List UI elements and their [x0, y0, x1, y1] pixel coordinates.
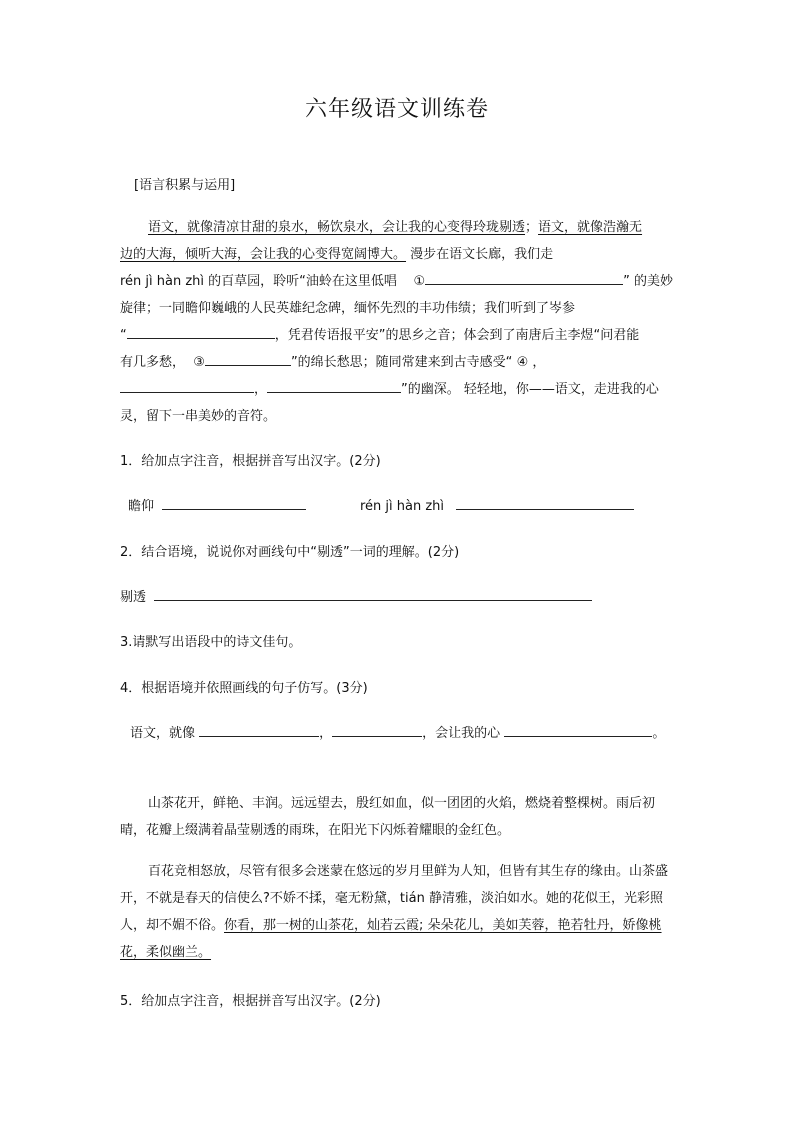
q1-word: 瞻仰 [128, 499, 155, 514]
blank-marker-4: ④ [516, 355, 529, 370]
passage-text: ”的幽深。 轻轻地，你——语文，走进我的心 [401, 382, 659, 397]
section-heading: [语言积累与运用] [134, 178, 236, 193]
passage-text: 漫步在语文长廊，我们走 [406, 247, 554, 262]
page-title: 六年级语文训练卷 [304, 97, 489, 122]
q1-blank-2[interactable] [456, 495, 634, 510]
question-2-answer-row [120, 586, 592, 605]
passage-2-text: 百花竞相怒放，尽管有很多会迷蒙在悠远的岁月里鲜为人知，但皆有其生存的缘由。山茶盛开，不就是春天的信使么?不娇不揉，毫无粉黛，tián 静清雅，淡泊如水。她的花似王，光彩照人，却不媚不俗。 [120, 864, 669, 933]
q4-comma: ， [319, 726, 333, 741]
q1-pinyin: rén jì hàn zhì [360, 499, 445, 514]
q2-word: 剔透 [120, 590, 147, 605]
passage-2-paragraph-1: 山茶花开，鲜艳、丰润。远远望去，殷红如血，似一团团的火焰，燃烧着整棵树。雨后初晴，花瓣上缀满着晶莹剔透的雨珠，在阳光下闪烁着耀眼的金红色。 [120, 796, 656, 838]
question-5: 5．给加点字注音，根据拼音写出汉字。(2分) [120, 994, 381, 1009]
passage-1-line-8 [120, 403, 680, 430]
blank-marker-3: ③ [193, 355, 205, 370]
passage-1-line-5 [120, 322, 680, 349]
underlined-sentence-1: 语文，就像清凉甘甜的泉水，畅饮泉水，会让我的心变得玲珑剔透 [148, 220, 526, 235]
underlined-sentence-2a: 语文，就像浩瀚无 [538, 220, 643, 235]
question-3: 3.请默写出语段中的诗文佳句。 [120, 635, 302, 650]
passage-1-line-1 [120, 214, 680, 241]
passage-text: “ [120, 328, 127, 343]
blank-marker-1: ① [413, 274, 426, 289]
question-1-answer-row [128, 495, 306, 514]
passage-text: 的百草园，聆听“油蛉在这里低唱 [204, 274, 397, 289]
q4-prefix: 语文，就像 [130, 726, 196, 741]
q4-mid: ，会让我的心 [422, 726, 501, 741]
blank-1[interactable] [425, 270, 623, 285]
blank-3[interactable] [205, 351, 291, 366]
passage-text: 灵，留下一串美妙的音符。 [120, 409, 277, 424]
passage-text: ，凭君传语报平安”的思乡之音；体会到了南唐后主李煜“问君能 [274, 328, 640, 343]
passage-text: ， [254, 382, 268, 397]
passage-1 [120, 214, 680, 430]
passage-text: ” 的美妙 [623, 274, 673, 289]
passage-text: ， [532, 355, 546, 370]
pinyin-text: rén jì hàn zhì [120, 274, 205, 289]
question-1-answer-row-2 [360, 495, 634, 514]
passage-1-line-7 [120, 376, 680, 403]
passage-1-line-4 [120, 295, 680, 322]
blank-2[interactable] [127, 324, 275, 339]
blank-4a[interactable] [120, 378, 254, 393]
question-4: 4．根据语境并依照画线的句子仿写。(3分) [120, 681, 368, 696]
question-1: 1．给加点字注音，根据拼音写出汉字。(2分) [120, 454, 381, 469]
underlined-sentence-2b: 边的大海，倾听大海，会让我的心变得宽阔博大。 [120, 247, 407, 262]
q2-blank[interactable] [154, 586, 592, 601]
passage-1-line-6 [120, 349, 680, 376]
q4-blank-3[interactable] [504, 722, 652, 737]
passage-text: ”的绵长愁思；随同常建来到古寺感受“ [290, 355, 513, 370]
blank-4b[interactable] [267, 378, 401, 393]
q4-blank-2[interactable] [332, 722, 422, 737]
passage-1-line-2 [120, 241, 680, 268]
q1-blank-1[interactable] [162, 495, 306, 510]
passage-2-paragraph-2 [120, 858, 680, 966]
underlined-sentence-3: 你看，那一树的山茶花，灿若云霞; 朵朵花儿，美如芙蓉，艳若牡丹，娇像桃花，柔似幽兰。 [120, 918, 662, 960]
question-4-answer-row [130, 722, 665, 741]
q4-end: 。 [652, 726, 666, 741]
q4-blank-1[interactable] [199, 722, 319, 737]
passage-text: 旋律；一同瞻仰巍峨的人民英雄纪念碑，缅怀先烈的丰功伟绩；我们听到了岑参 [120, 301, 576, 316]
separator: ； [525, 220, 539, 235]
question-2: 2．结合语境，说说你对画线句中“剔透”一词的理解。(2分) [120, 545, 460, 560]
passage-1-line-3 [120, 268, 680, 295]
passage-text: 有几多愁， [120, 355, 186, 370]
